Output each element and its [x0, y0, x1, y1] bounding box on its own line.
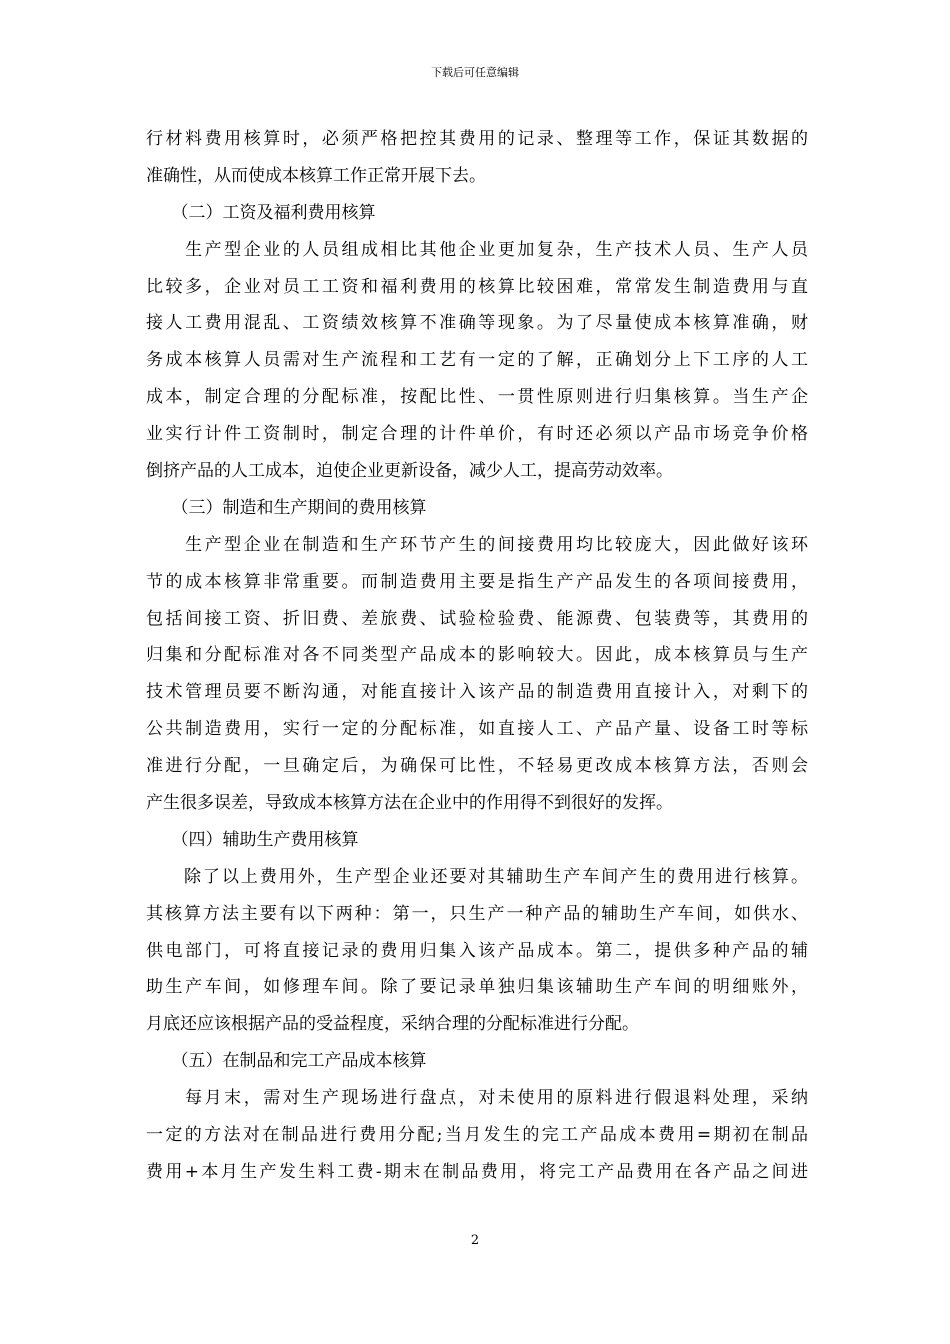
section-heading: （三）制造和生产期间的费用核算	[146, 497, 427, 518]
text-line: 技术管理员要不断沟通，对能直接计入该产品的制造费用直接计入，对剩下的	[146, 682, 808, 703]
text-line: 其核算方法主要有以下两种：第一，只生产一种产品的辅助生产车间，如供水、	[146, 903, 808, 924]
text-line: 生产型企业在制造和生产环节产生的间接费用均比较庞大，因此做好该环	[146, 534, 808, 555]
text-line: 除了以上费用外，生产型企业还要对其辅助生产车间产生的费用进行核算。	[146, 866, 808, 887]
text-line: 准确性，从而使成本核算工作正常开展下去。	[146, 165, 486, 186]
text-line: 成本，制定合理的分配标准，按配比性、一贯性原则进行归集核算。当生产企	[146, 387, 808, 408]
section-heading: （五）在制品和完工产品成本核算	[146, 1051, 427, 1072]
text-line: 倒挤产品的人工成本，迫使企业更新设备，减少人工，提高劳动效率。	[146, 461, 673, 482]
section-heading: （四）辅助生产费用核算	[146, 829, 359, 850]
text-line: 一定的方法对在制品进行费用分配;当月发生的完工产品成本费用=期初在制品	[146, 1125, 808, 1146]
text-line: 务成本核算人员需对生产流程和工艺有一定的了解，正确划分上下工序的人工	[146, 350, 808, 371]
text-line: 比较多，企业对员工工资和福利费用的核算比较困难，常常发生制造费用与直	[146, 276, 808, 297]
text-line: 产生很多误差，导致成本核算方法在企业中的作用得不到很好的发挥。	[146, 793, 673, 814]
text-line: 每月末，需对生产现场进行盘点，对未使用的原料进行假退料处理，采纳	[146, 1088, 808, 1109]
page-number: 2	[470, 1233, 480, 1248]
text-line: 费用+本月生产发生料工费-期末在制品费用，将完工产品费用在各产品之间进	[146, 1161, 808, 1182]
section-heading: （二）工资及福利费用核算	[146, 202, 376, 223]
text-line: 公共制造费用，实行一定的分配标准，如直接人工、产品产量、设备工时等标	[146, 719, 808, 740]
text-line: 准进行分配，一旦确定后，为确保可比性，不轻易更改成本核算方法，否则会	[146, 756, 808, 777]
text-line: 业实行计件工资制时，制定合理的计件单价，有时还必须以产品市场竞争价格	[146, 424, 808, 445]
text-line: 节的成本核算非常重要。而制造费用主要是指生产产品发生的各项间接费用，	[146, 571, 808, 592]
text-line: 归集和分配标准对各不同类型产品成本的影响较大。因此，成本核算员与生产	[146, 645, 808, 666]
text-line: 行材料费用核算时，必须严格把控其费用的记录、整理等工作，保证其数据的	[146, 129, 808, 149]
text-line: 包括间接工资、折旧费、差旅费、试验检验费、能源费、包装费等，其费用的	[146, 608, 808, 629]
text-line: 助生产车间，如修理车间。除了要记录单独归集该辅助生产车间的明细账外，	[146, 977, 808, 998]
text-line: 月底还应该根据产品的受益程度，采纳合理的分配标准进行分配。	[146, 1014, 639, 1035]
text-line: 接人工费用混乱、工资绩效核算不准确等现象。为了尽量使成本核算准确，财	[146, 313, 808, 334]
text-line: 生产型企业的人员组成相比其他企业更加复杂，生产技术人员、生产人员	[146, 239, 808, 260]
text-line: 供电部门，可将直接记录的费用归集入该产品成本。第二，提供多种产品的辅	[146, 940, 808, 961]
document-body	[146, 121, 808, 1191]
page-header: 下载后可任意编辑	[431, 66, 519, 79]
